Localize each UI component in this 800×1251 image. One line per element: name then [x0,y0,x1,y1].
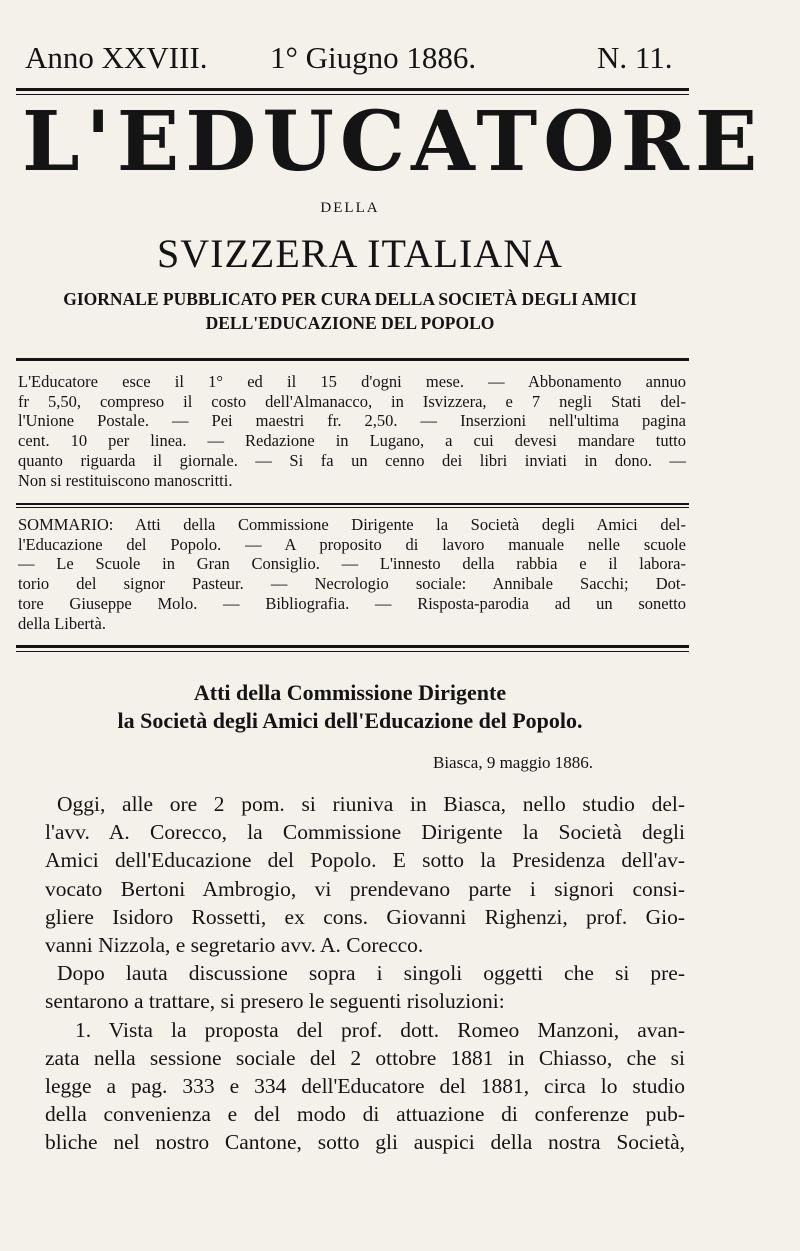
summary-line: l'Educazione del Popolo. — A proposito di lavoro manuale nelle scuole [18,534,686,554]
masthead-title: L'EDUCATORE [22,94,764,190]
article-line: Dopo lauta discussione sopra i singoli oggetti che si pre- [57,961,685,986]
article-line: vanni Nizzola, e segretario avv. A. Corecco. [45,933,424,958]
issue-date: 1° Giugno 1886. [270,40,477,75]
article-line: Amici dell'Educazione del Popolo. E sotto la Presidenza dell'av- [45,848,685,873]
article-title-line-1: Atti della Commissione Dirigente [193,680,507,705]
article-rule-top [16,645,689,648]
notice-line: cent. 10 per linea. — Redazione in Lugano, a cui devesi mandare tutto [18,431,686,451]
article-line: Oggi, alle ore 2 pom. si riuniva in Biasca, nello studio del- [57,792,685,816]
summary-rule-top-2 [16,507,689,508]
issue-number: N. 11. [597,40,673,75]
article-line: vocato Bertoni Ambrogio, vi prendevano parte i signori consi- [45,876,685,901]
issue-year: Anno XXVIII. [25,40,208,75]
article-dateline: Biasca, 9 maggio 1886. [433,753,594,772]
summary-block [18,515,686,633]
article-line: sentarono a trattare, si presero le seguenti risoluzioni: [45,989,505,1014]
summary-line: — Le Scuole in Gran Consiglio. — L'innesto della rabbia e il labora- [18,554,686,574]
header-rule-top [16,88,689,91]
article-title-line-2: la Società degli Amici dell'Educazione del Popolo. [117,708,583,733]
summary-rule-top [16,503,689,505]
article-line: l'avv. A. Corecco, la Commissione Dirigente la Società degli [45,820,685,845]
summary-line: torio del signor Pasteur. — Necrologio sociale: Annibale Sacchi; Dot- [18,574,686,594]
notice-rule-top [16,358,689,361]
notice-line: l'Unione Postale. — Pei maestri fr. 2,50. — Inserzioni nell'ultima pagina [18,411,686,431]
masthead-tagline-2: DELL'EDUCAZIONE DEL POPOLO [205,313,495,333]
summary-line: SOMMARIO: Atti della Commissione Dirigente la Società degli Amici del- [18,515,686,534]
article-line: gliere Isidoro Rossetti, ex cons. Giovanni Righenzi, prof. Gio- [45,904,685,929]
masthead-della: DELLA [320,200,380,216]
summary-line: tore Giuseppe Molo. — Bibliografia. — Risposta-parodia ad un sonetto [18,593,686,613]
article-line: zata nella sessione sociale del 2 ottobre 1881 in Chiasso, che si [45,1045,685,1070]
notice-block [18,372,686,490]
notice-line: fr 5,50, compreso il costo dell'Almanacco, in Isvizzera, e 7 negli Stati del- [18,391,686,411]
masthead-subtitle: SVIZZERA ITALIANA [157,231,563,276]
notice-line: quanto riguarda il giornale. — Si fa un cenno dei libri inviati in dono. — [18,450,686,470]
notice-line: L'Educatore esce il 1° ed il 15 d'ogni mese. — Abbonamento annuo [18,372,686,391]
masthead-tagline-1: GIORNALE PUBBLICATO PER CURA DELLA SOCIETÀ DEGLI AMICI [63,289,637,309]
summary-line: della Libertà. [18,613,106,633]
article-body [45,790,685,1157]
article-line: bliche nel nostro Cantone, sotto gli auspici della nostra Società, [45,1130,685,1155]
article-line: della convenienza e del modo di attuazione di conferenze pub- [45,1102,685,1127]
article-line: 1. Vista la proposta del prof. dott. Romeo Manzoni, avan- [75,1017,685,1042]
article-rule-top-2 [16,651,689,652]
notice-line: Non si restituiscono manoscritti. [18,470,233,490]
article-line: legge a pag. 333 e 334 dell'Educatore del 1881, circa lo studio [45,1074,685,1099]
